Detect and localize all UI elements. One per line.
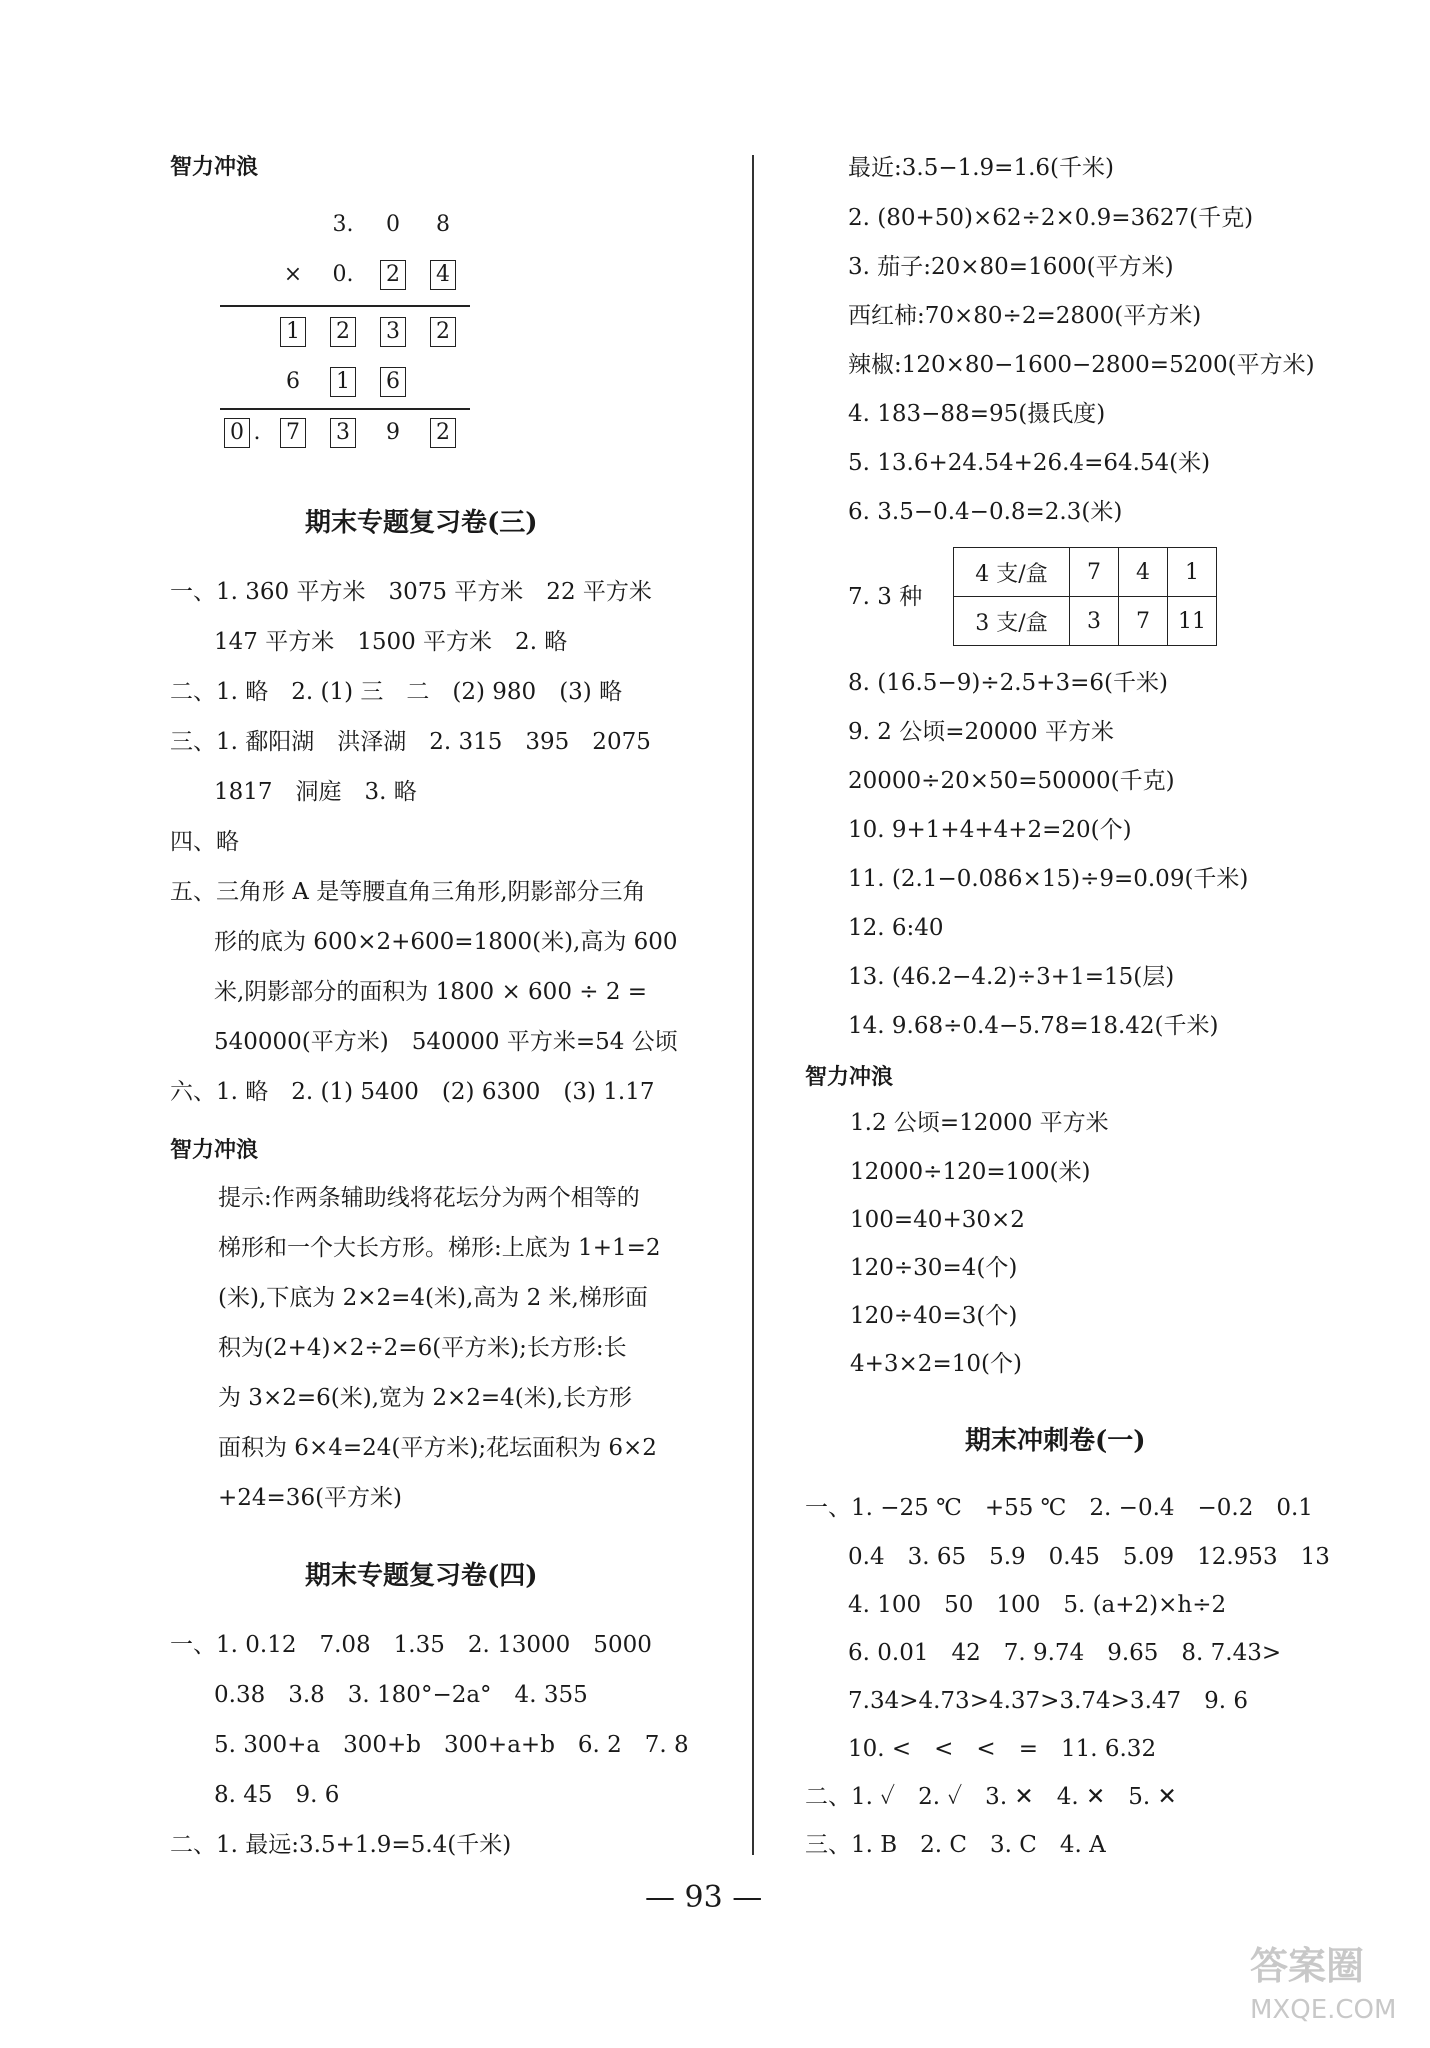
answer-line: 米,阴影部分的面积为 1800 × 600 ÷ 2 = — [214, 979, 648, 1005]
zhili-title-3: 智力冲浪 — [805, 1065, 894, 1090]
answer-line: 11. (2.1−0.086×15)÷9=0.09(千米) — [848, 866, 1249, 892]
answer-line: 一、1. 0.12 7.08 1.35 2. 13000 5000 — [170, 1632, 652, 1658]
answer-line: 7.34>4.73>4.37>3.74>3.47 9. 6 — [848, 1688, 1249, 1714]
hint-line: +24=36(平方米) — [218, 1485, 403, 1511]
table-cell: 11 — [1168, 597, 1217, 646]
hint-line: 提示:作两条辅助线将花坛分为两个相等的 — [218, 1185, 640, 1211]
answer-line: 12. 6:40 — [848, 915, 944, 941]
answer-line: 14. 9.68÷0.4−5.78=18.42(千米) — [848, 1013, 1219, 1039]
answer-line: 6. 0.01 42 7. 9.74 9.65 8. 7.43> — [848, 1640, 1282, 1666]
column-divider — [752, 155, 754, 1855]
answer-line: 一、1. 360 平方米 3075 平方米 22 平方米 — [170, 579, 652, 605]
answer-line: 二、1. 最远:3.5+1.9=5.4(千米) — [170, 1832, 512, 1858]
puzzle-cell: 0. — [332, 262, 354, 287]
table-cell: 7 — [1070, 548, 1119, 597]
puzzle-box: 0 — [224, 418, 250, 448]
puzzle-box: 2 — [330, 317, 356, 347]
hint-line: 面积为 6×4=24(平方米);花坛面积为 6×2 — [218, 1435, 657, 1461]
puzzle-box: 2 — [430, 317, 456, 347]
answer-line: 0.38 3.8 3. 180°−2a° 4. 355 — [214, 1682, 588, 1708]
answer-line: 4. 183−88=95(摄氏度) — [848, 401, 1106, 427]
answer-line: 100=40+30×2 — [850, 1207, 1025, 1233]
answer-line: 147 平方米 1500 平方米 2. 略 — [214, 629, 568, 655]
puzzle-box: 3 — [330, 418, 356, 448]
puzzle-rule — [220, 305, 470, 307]
puzzle-box: 1 — [330, 367, 356, 397]
answer-line: 10. 9+1+4+4+2=20(个) — [848, 817, 1132, 843]
answer-line: 120÷40=3(个) — [850, 1303, 1018, 1329]
puzzle-cell: 3. — [332, 212, 354, 237]
table-cell: 3 — [1070, 597, 1119, 646]
table-cell: 3 支/盒 — [954, 597, 1070, 646]
zhili-title-1: 智力冲浪 — [170, 155, 259, 180]
answer-line: 四、略 — [170, 829, 239, 855]
page-number: — 93 — — [645, 1880, 763, 1915]
watermark-url: MXQE.COM — [1250, 1995, 1397, 2025]
box-combination-table — [953, 547, 1217, 646]
table-cell: 4 支/盒 — [954, 548, 1070, 597]
answer-line: 4+3×2=10(个) — [850, 1351, 1022, 1377]
answer-line: 4. 100 50 100 5. (a+2)×h÷2 — [848, 1592, 1227, 1618]
answer-line: 540000(平方米) 540000 平方米=54 公顷 — [214, 1029, 678, 1055]
watermark-logo: 答案圈 — [1250, 1944, 1365, 1988]
answer-line: 6. 3.5−0.4−0.8=2.3(米) — [848, 499, 1123, 525]
answer-line: 五、三角形 A 是等腰直角三角形,阴影部分三角 — [170, 879, 646, 905]
puzzle-box: 2 — [430, 418, 456, 448]
puzzle-cell: . — [253, 420, 261, 445]
answer-line: 二、1. ✓ 2. ✓ 3. ✕ 4. ✕ 5. ✕ — [805, 1784, 1177, 1810]
answer-line: 5. 13.6+24.54+26.4=64.54(米) — [848, 450, 1211, 476]
table-cell: 7 — [1119, 597, 1168, 646]
zhili-title-2: 智力冲浪 — [170, 1138, 259, 1163]
puzzle-cell: 9 — [386, 420, 400, 445]
hint-line: 积为(2+4)×2÷2=6(平方米);长方形:长 — [218, 1335, 627, 1361]
hint-line: 为 3×2=6(米),宽为 2×2=4(米),长方形 — [218, 1385, 633, 1411]
hint-line: 梯形和一个大长方形。梯形:上底为 1+1=2 — [218, 1235, 661, 1261]
answer-line: 1817 洞庭 3. 略 — [214, 779, 417, 805]
puzzle-cell: 6 — [286, 369, 300, 394]
puzzle-box: 1 — [280, 317, 306, 347]
answer-line: 一、1. −25 ℃ +55 ℃ 2. −0.4 −0.2 0.1 — [805, 1495, 1313, 1521]
section-title-exam3: 期末专题复习卷(三) — [305, 508, 538, 538]
puzzle-cell: 8 — [436, 212, 450, 237]
answer-line: 西红柿:70×80÷2=2800(平方米) — [848, 303, 1202, 329]
answer-line: 5. 300+a 300+b 300+a+b 6. 2 7. 8 — [214, 1732, 689, 1758]
answer-line: 六、1. 略 2. (1) 5400 (2) 6300 (3) 1.17 — [170, 1079, 655, 1105]
answer-line: 形的底为 600×2+600=1800(米),高为 600 — [214, 929, 678, 955]
section-title-sprint: 期末冲刺卷(一) — [965, 1426, 1146, 1456]
puzzle-box: 4 — [430, 260, 456, 290]
answer-line: 8. (16.5−9)÷2.5+3=6(千米) — [848, 670, 1168, 696]
answer-line: 最近:3.5−1.9=1.6(千米) — [848, 155, 1114, 181]
answer-line: 三、1. 鄱阳湖 洪泽湖 2. 315 395 2075 — [170, 729, 651, 755]
puzzle-box: 3 — [380, 317, 406, 347]
puzzle-box: 2 — [380, 260, 406, 290]
puzzle-rule — [220, 408, 470, 410]
table-row — [954, 548, 1217, 597]
answer-line: 3. 茄子:20×80=1600(平方米) — [848, 254, 1174, 280]
answer-line: 2. (80+50)×62÷2×0.9=3627(千克) — [848, 205, 1254, 231]
answer-line: 二、1. 略 2. (1) 三 二 (2) 980 (3) 略 — [170, 679, 623, 705]
answer-line: 20000÷20×50=50000(千克) — [848, 768, 1175, 794]
answer-line: 0.4 3. 65 5.9 0.45 5.09 12.953 13 — [848, 1544, 1330, 1570]
puzzle-box: 6 — [380, 367, 406, 397]
hint-line: (米),下底为 2×2=4(米),高为 2 米,梯形面 — [218, 1285, 648, 1311]
answer-line: 8. 45 9. 6 — [214, 1782, 340, 1808]
answer-line: 三、1. B 2. C 3. C 4. A — [805, 1832, 1106, 1858]
answer-line: 13. (46.2−4.2)÷3+1=15(层) — [848, 964, 1175, 990]
answer-line: 120÷30=4(个) — [850, 1255, 1018, 1281]
puzzle-cell: × — [283, 262, 303, 287]
puzzle-cell: 0 — [386, 212, 400, 237]
answer-line: 9. 2 公顷=20000 平方米 — [848, 719, 1114, 745]
table-cell: 4 — [1119, 548, 1168, 597]
answer-line: 10. < < < = 11. 6.32 — [848, 1736, 1157, 1762]
puzzle-box: 7 — [280, 418, 306, 448]
answer-line: 7. 3 种 — [848, 584, 923, 610]
section-title-exam4: 期末专题复习卷(四) — [305, 1561, 538, 1591]
answer-line: 12000÷120=100(米) — [850, 1159, 1091, 1185]
answer-line: 1.2 公顷=12000 平方米 — [850, 1110, 1109, 1136]
table-row — [954, 597, 1217, 646]
multiplication-puzzle — [220, 210, 480, 460]
answer-line: 辣椒:120×80−1600−2800=5200(平方米) — [848, 352, 1315, 378]
table-cell: 1 — [1168, 548, 1217, 597]
